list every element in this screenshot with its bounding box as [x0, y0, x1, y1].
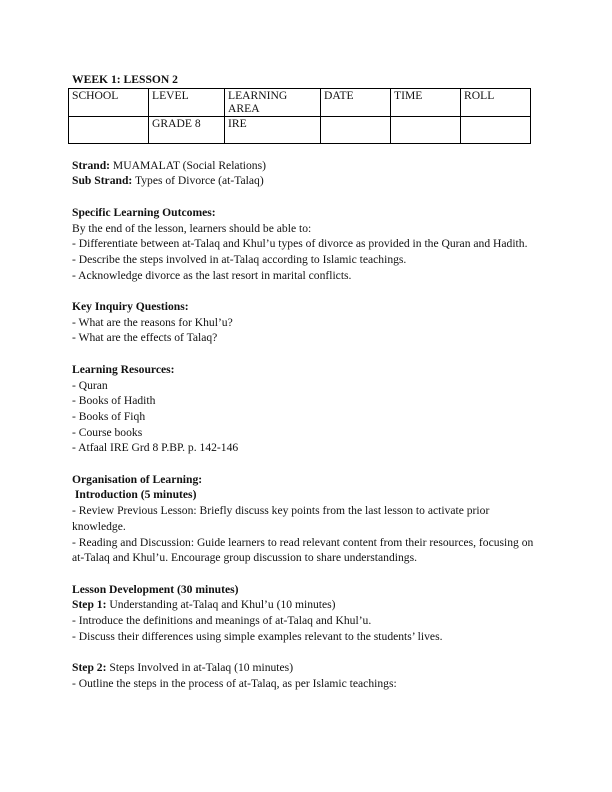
cell-time — [391, 116, 461, 143]
cell-date — [321, 116, 391, 143]
resources-heading: Learning Resources: — [72, 362, 175, 376]
list-item: - Quran — [72, 378, 108, 392]
list-item: - Books of Fiqh — [72, 409, 146, 423]
list-item: - Reading and Discussion: Guide learners to read relevant content from their resources, focusing on at-Talaq and Khul’u. Encourage group discussion to share understandings. — [72, 535, 534, 565]
cell-roll — [461, 116, 531, 143]
strand-value: MUAMALAT (Social Relations) — [110, 158, 266, 172]
inquiry-heading: Key Inquiry Questions: — [72, 300, 189, 313]
list-item: - Books of Hadith — [72, 394, 156, 408]
list-item: - What are the reasons for Khul’u? — [72, 315, 233, 329]
table-header-row — [69, 88, 531, 116]
outcomes-heading: Specific Learning Outcomes: — [72, 205, 216, 219]
introduction-heading: Introduction (5 minutes) — [72, 488, 197, 502]
list-item: - Review Previous Lesson: Briefly discuss key points from the last lesson to activate prior knowledge. — [72, 504, 490, 533]
strand — [72, 158, 542, 174]
cell-school — [69, 116, 149, 143]
step-1-title: Step 1: Understanding at-Talaq and Khul’u (10 minutes) — [72, 598, 336, 612]
outcomes-intro: By the end of the lesson, learners should be able to: — [72, 221, 312, 235]
header-school: SCHOOL — [69, 88, 149, 116]
list-item: - Discuss their differences using simple examples relevant to the students’ lives. — [72, 629, 443, 643]
step-2-title: Step 2: Steps Involved in at-Talaq (10 minutes) — [72, 661, 294, 675]
sub-strand-value: Types of Divorce (at-Talaq) — [132, 174, 264, 188]
list-item: - What are the effects of Talaq? — [72, 331, 218, 345]
organisation-heading: Organisation of Learning: — [72, 472, 203, 486]
cell-level: GRADE 8 — [149, 116, 225, 143]
list-item: - Outline the steps in the process of at-Talaq, as per Islamic teachings: — [72, 676, 397, 690]
sub-strand — [72, 173, 542, 189]
list-item: - Describe the steps involved in at-Talaq according to Islamic teachings. — [72, 252, 407, 266]
table-row — [69, 116, 531, 143]
header-roll: ROLL — [461, 88, 531, 116]
lesson-info-table — [68, 88, 531, 144]
list-item: - Introduce the definitions and meanings of at-Talaq and Khul’u. — [72, 614, 372, 628]
list-item: - Acknowledge divorce as the last resort in marital conflicts. — [72, 268, 352, 282]
header-level: LEVEL — [149, 88, 225, 116]
lesson-plan-document — [72, 72, 542, 692]
development-heading: Lesson Development (30 minutes) — [72, 582, 239, 596]
list-item: - Course books — [72, 425, 143, 439]
cell-learning-area: IRE — [225, 116, 321, 143]
header-time: TIME — [391, 88, 461, 116]
header-learning-area: LEARNING AREA — [225, 88, 321, 116]
sub-strand-label: Sub Strand: — [72, 174, 133, 188]
header-date: DATE — [321, 88, 391, 116]
list-item: - Differentiate between at-Talaq and Khul’u types of divorce as provided in the Quran and Hadith. — [72, 237, 528, 251]
strand-label: Strand: — [72, 158, 111, 172]
list-item: - Atfaal IRE Grd 8 P.BP. p. 142-146 — [72, 441, 239, 455]
lesson-title: WEEK 1: LESSON 2 — [72, 73, 178, 86]
